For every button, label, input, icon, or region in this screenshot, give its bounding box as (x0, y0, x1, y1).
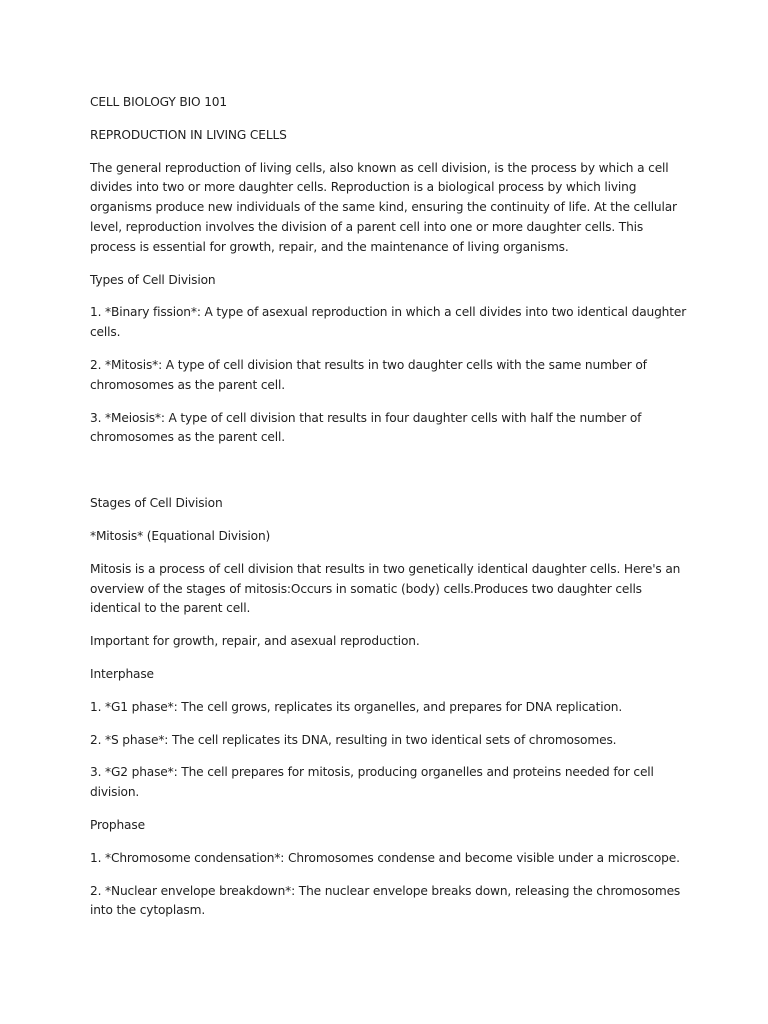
intro-paragraph: The general reproduction of living cells, also known as cell division, is the process by which a cell divides into two or more daughter cells. Reproduction is a biological process by which living organisms produce new individuals of the same kind, ensuring the continuity of life. At the cellular level, reproduction involves the division of a parent cell into one or more daughter cells. This process is essential for growth, repair, and the maintenance of living organisms. (90, 160, 677, 254)
document-body (90, 93, 690, 934)
stages-heading: Stages of Cell Division (90, 496, 223, 511)
prophase-item-condensation: 1. *Chromosome condensation*: Chromosomes condense and become visible under a microscope. (90, 850, 680, 865)
prophase-item-envelope: 2. *Nuclear envelope breakdown*: The nuclear envelope breaks down, releasing the chromosomes into the cytoplasm. (90, 883, 681, 918)
course-title: CELL BIOLOGY BIO 101 (90, 95, 228, 109)
prophase-heading: Prophase (90, 817, 145, 832)
mitosis-heading: *Mitosis* (Equational Division) (90, 528, 271, 543)
type-item-mitosis: 2. *Mitosis*: A type of cell division that results in two daughter cells with the same number of chromosomes as the parent cell. (90, 357, 647, 392)
mitosis-importance: Important for growth, repair, and asexual reproduction. (90, 634, 420, 649)
mitosis-intro-paragraph: Mitosis is a process of cell division that results in two genetically identical daughter cells. Here's an overview of the stages of mitosis:Occurs in somatic (body) cells.Produces two daughter cells identical to the parent cell. (90, 561, 681, 616)
interphase-item-g2: 3. *G2 phase*: The cell prepares for mitosis, producing organelles and proteins needed for cell division. (90, 765, 654, 800)
type-item-binary-fission: 1. *Binary fission*: A type of asexual reproduction in which a cell divides into two identical daughter cells. (90, 305, 687, 340)
types-heading: Types of Cell Division (90, 272, 216, 287)
interphase-item-g1: 1. *G1 phase*: The cell grows, replicates its organelles, and prepares for DNA replication. (90, 699, 623, 714)
interphase-heading: Interphase (90, 666, 154, 681)
type-item-meiosis: 3. *Meiosis*: A type of cell division that results in four daughter cells with half the number of chromosomes as the parent cell. (90, 410, 642, 445)
interphase-item-s: 2. *S phase*: The cell replicates its DNA, resulting in two identical sets of chromosomes. (90, 732, 617, 747)
topic-title: REPRODUCTION IN LIVING CELLS (90, 127, 287, 142)
